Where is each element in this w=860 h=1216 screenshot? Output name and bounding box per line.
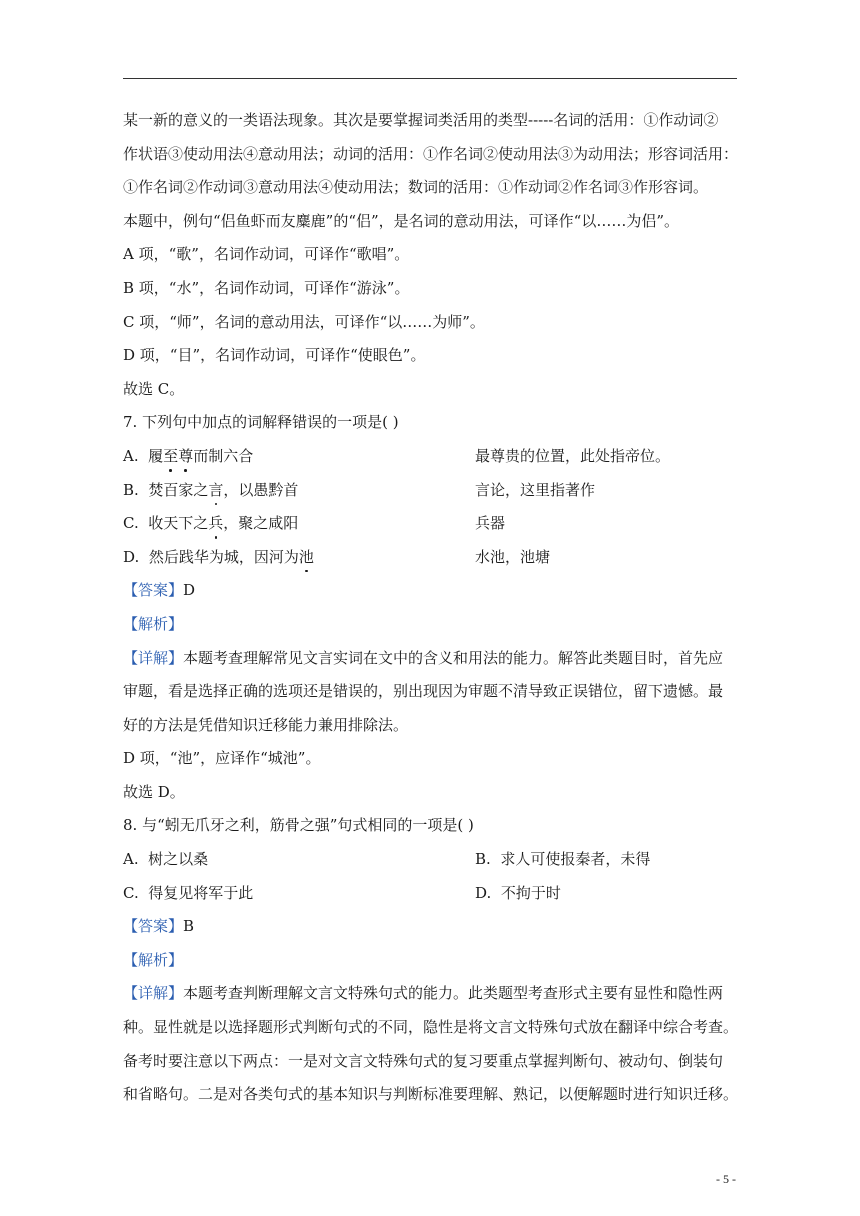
question-8-stem: 8. 与“蚓无爪牙之利，筋骨之强”句式相同的一项是( ) (123, 816, 474, 835)
emphasis-dot-char: 言 (208, 474, 223, 508)
question-7-detail-line: 故选 D。 (123, 782, 185, 801)
option-text: 求人可使报秦者，未得 (500, 850, 651, 869)
option-text: 得复见将军于此 (148, 883, 254, 902)
option-label: A. (123, 850, 139, 869)
question-8-option-d (475, 877, 561, 911)
question-7-detail-line: 好的方法是凭借知识迁移能力兼用排除法。 (123, 715, 409, 734)
question-7-option-d (123, 541, 743, 575)
question-8-analysis (123, 944, 743, 978)
detail-text: 本题考查理解常见文言实词在文中的含义和用法的能力。解答此类题目时，首先应 (183, 648, 724, 667)
text-line: 故选 C。 (123, 379, 185, 398)
detail-tag: 【详解】 (123, 648, 184, 667)
option-text (123, 440, 475, 474)
text-line: C 项，“师”，名词的意动用法，可译作“以……为师”。 (123, 312, 485, 331)
option-pre: 然后践华为城，因河为 (148, 547, 299, 566)
option-label: A. (123, 446, 139, 465)
question-7-stem: 7. 下列句中加点的词解释错误的一项是( ) (123, 413, 399, 432)
question-8-options-row (123, 843, 743, 877)
answer-value: B (183, 917, 195, 936)
dotted-text (163, 447, 193, 465)
option-text: 不拘于时 (500, 883, 561, 902)
option-pre: 收天下之 (148, 514, 209, 533)
dotted-word (208, 514, 223, 532)
question-8-detail-line: 种。显性就是以选择题形式判断句式的不同，隐性是将文言文特殊句式放在翻译中综合考查。 (123, 1018, 739, 1037)
detail-tag: 【详解】 (123, 984, 184, 1003)
analysis-tag: 【解析】 (123, 950, 184, 969)
answer-value: D (183, 581, 196, 600)
option-text (123, 474, 475, 508)
option-post: ，聚之咸阳 (223, 514, 299, 533)
text-line: 作状语③使动用法④意动用法；动词的活用：①作名词②使动用法③为动用法；形容词活用： (123, 144, 739, 163)
option-explanation: 兵器 (475, 514, 506, 533)
detail-text: 本题考查判断理解文言文特殊句式的能力。此类题型考查形式主要有显性和隐性两 (183, 984, 724, 1003)
question-7-option-c (123, 507, 743, 541)
paragraph-word-class-usage (123, 104, 743, 406)
answer-tag: 【答案】 (123, 581, 184, 600)
dotted-text (208, 514, 223, 532)
option-label: D. (475, 883, 492, 902)
emphasis-dot-char: 至 (163, 440, 178, 474)
question-7-detail-line: 审题，看是选择正确的选项还是错误的，别出现因为审题不清导致正误错位，留下遗憾。最 (123, 682, 724, 701)
option-text: 树之以桑 (148, 850, 209, 869)
text-line: 某一新的意义的一类语法现象。其次是要掌握词类活用的类型-----名词的活用：①作动词② (123, 111, 719, 129)
page-body (123, 104, 743, 1112)
option-label: C. (123, 514, 139, 533)
question-7-option-b (123, 474, 743, 508)
question-8-option-a (123, 843, 475, 877)
option-explanation: 言论，这里指著作 (475, 480, 596, 499)
text-line: B 项，“水”，名词作动词，可译作“游泳”。 (123, 278, 410, 297)
option-pre: 焚百家之 (148, 480, 209, 499)
emphasis-dot-char: 池 (299, 541, 314, 575)
option-label: B. (475, 850, 491, 869)
question-8-option-c (123, 877, 475, 911)
option-explanation: 最尊贵的位置，此处指帝位。 (475, 446, 671, 465)
option-post: ，以愚黔首 (223, 480, 299, 499)
option-explanation: 水池，池塘 (475, 547, 551, 566)
dotted-word (208, 481, 223, 499)
question-8-options-row (123, 877, 743, 911)
question-8-detail-line: 备考时要注意以下两点：一是对文言文特殊句式的复习要重点掌握判断句、被动句、倒装句 (123, 1051, 724, 1070)
answer-tag: 【答案】 (123, 917, 184, 936)
analysis-tag: 【解析】 (123, 614, 184, 633)
question-8-answer (123, 910, 743, 944)
question-7-analysis (123, 608, 743, 642)
text-line: D 项，“目”，名词作动词，可译作“使眼色”。 (123, 346, 426, 365)
option-label: D. (123, 547, 140, 566)
text-line: A 项，“歌”，名词作动词，可译作“歌唱”。 (123, 245, 410, 264)
text-line: 本题中，例句“侣鱼虾而友麋鹿”的“侣”，是名词的意动用法，可译作“以……为侣”。 (123, 211, 680, 230)
header-rule (123, 78, 737, 79)
option-post: 而制六合 (193, 446, 254, 465)
question-7-answer (123, 574, 743, 608)
dotted-text (208, 481, 223, 499)
option-pre: 履 (148, 446, 164, 465)
option-text (123, 541, 475, 575)
option-label: B. (123, 480, 139, 499)
question-7-option-a (123, 440, 743, 474)
question-8-detail-line (123, 977, 743, 1011)
question-8-detail-line: 和省略句。二是对各类句式的基本知识与判断标准要理解、熟记，以便解题时进行知识迁移。 (123, 1085, 739, 1104)
emphasis-dot-char: 兵 (208, 507, 223, 541)
option-label: C. (123, 883, 139, 902)
question-7-detail-line: D 项，“池”，应译作“城池”。 (123, 749, 321, 768)
dotted-word (299, 548, 314, 566)
option-text (123, 507, 475, 541)
dotted-word (163, 447, 193, 465)
question-7-detail-line (123, 642, 743, 676)
text-line: ①作名词②作动词③意动用法④使动用法；数词的活用：①作动词②作名词③作形容词。 (123, 178, 709, 197)
question-8-option-b (475, 843, 650, 877)
dotted-text (299, 548, 314, 566)
emphasis-dot-char: 尊 (178, 440, 193, 474)
page-number: - 5 - (716, 1172, 736, 1186)
